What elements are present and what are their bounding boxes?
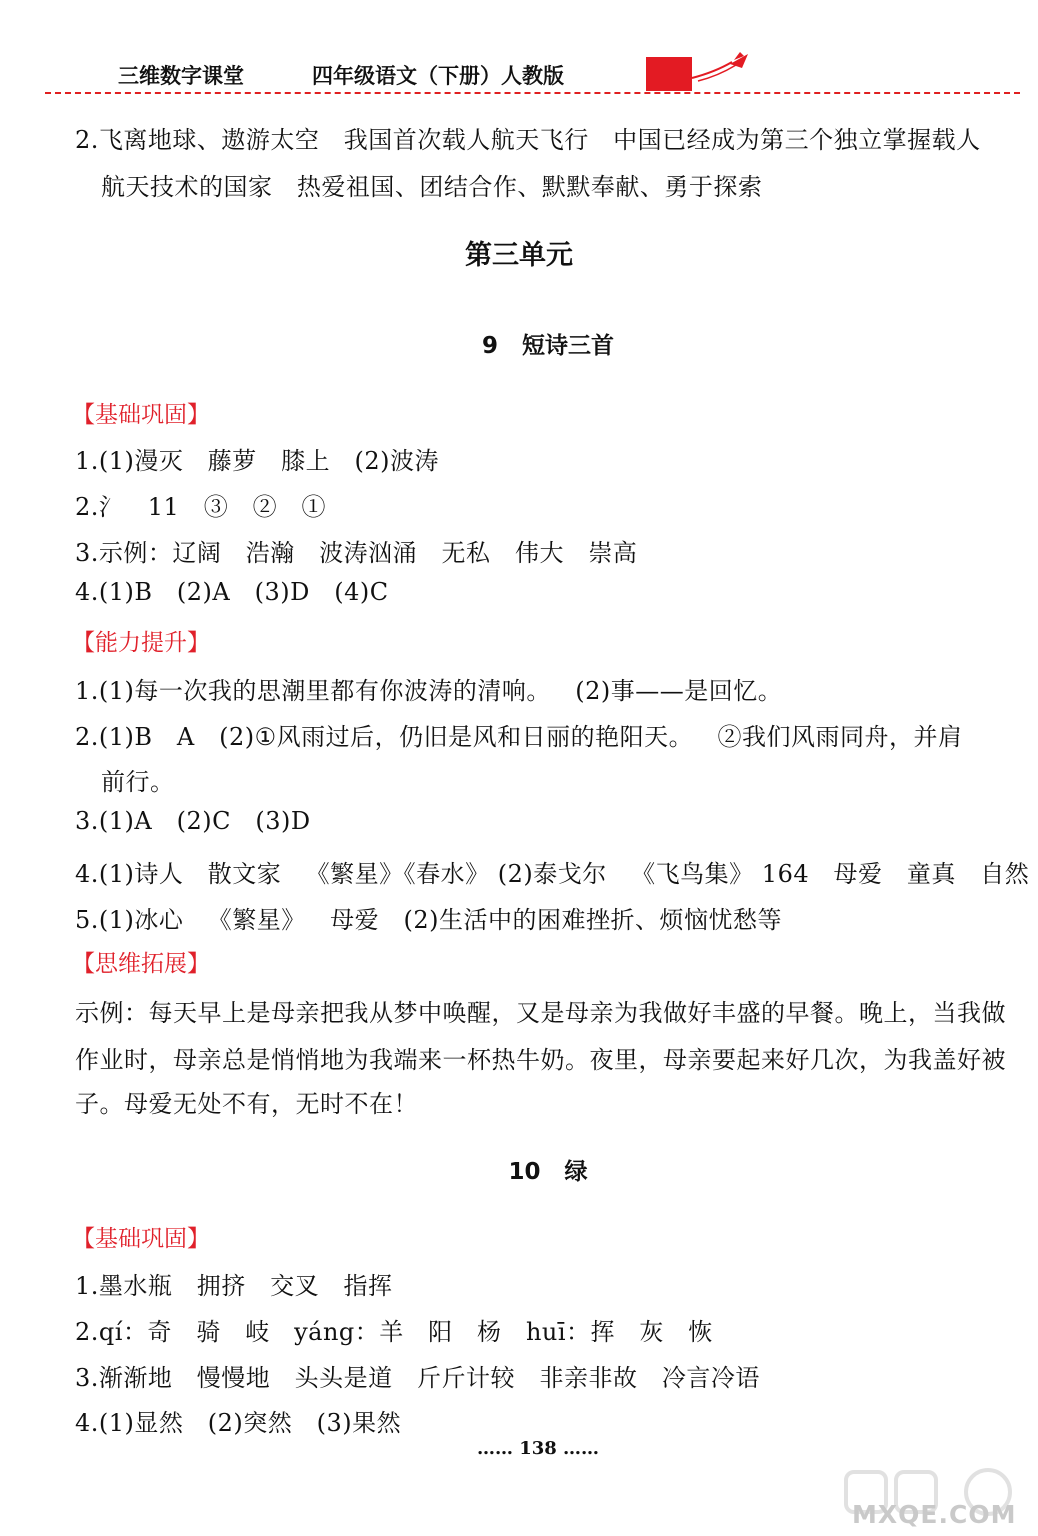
- answer-line: 3.渐渐地 慢慢地 头头是道 斤斤计较 非亲非故 冷言冷语: [75, 1364, 760, 1392]
- answer-line: 5.(1)冰心 《繁星》 母爱 (2)生活中的困难挫折、烦恼忧愁等: [75, 906, 783, 934]
- answer-line: 4.(1)显然 (2)突然 (3)果然: [75, 1409, 402, 1437]
- answer-line: 示例：每天早上是母亲把我从梦中唤醒，又是母亲为我做好丰盛的早餐。晚上，当我做: [75, 999, 1006, 1027]
- page-number: …… 138 ……: [476, 1438, 600, 1459]
- answer-line: 4.(1)B (2)A (3)D (4)C: [75, 578, 389, 606]
- answer-line: 1.(1)漫灭 藤萝 膝上 (2)波涛: [75, 447, 440, 475]
- unit-title: 第三单元: [465, 240, 573, 271]
- answer-line: 3.示例：辽阔 浩瀚 波涛汹涌 无私 伟大 崇高: [75, 539, 638, 567]
- section-label-thinking: 【思维拓展】: [72, 951, 210, 977]
- answer-line: 子。母爱无处不有，无时不在！: [75, 1090, 418, 1118]
- answer-line: 2.qí：奇 骑 岐 yáng：羊 阳 杨 huī：挥 灰 恢: [75, 1318, 713, 1346]
- section-label-ability: 【能力提升】: [72, 630, 210, 656]
- section-label-basic: 【基础巩固】: [72, 402, 210, 428]
- answer-line: 3.(1)A (2)C (3)D: [75, 807, 311, 835]
- watermark-url: MXQE.COM: [852, 1500, 1017, 1529]
- header-red-block: [646, 57, 692, 91]
- page-header: [0, 0, 1038, 100]
- book-title: 四年级语文（下册）人教版: [312, 64, 564, 88]
- lesson-title: 10 绿: [508, 1159, 588, 1185]
- series-title: 三维数字课堂: [118, 64, 244, 88]
- rocket-icon: [690, 50, 752, 84]
- answer-line: 2.氵 11 ③ ② ①: [75, 493, 326, 521]
- lesson-title: 9 短诗三首: [481, 333, 615, 359]
- answer-line: 1.(1)每一次我的思潮里都有你波涛的清响。 (2)事——是回忆。: [75, 677, 783, 705]
- answer-line: 航天技术的国家 热爱祖国、团结合作、默默奉献、勇于探索: [101, 173, 763, 201]
- section-label-basic: 【基础巩固】: [72, 1226, 210, 1252]
- answer-line: 1.墨水瓶 拥挤 交叉 指挥: [75, 1272, 393, 1300]
- answer-line: 前行。: [101, 768, 175, 796]
- answer-line: 作业时，母亲总是悄悄地为我端来一杯热牛奶。夜里，母亲要起来好几次，为我盖好被: [75, 1046, 1006, 1074]
- answer-line: 4.(1)诗人 散文家 《繁星》《春水》 (2)泰戈尔 《飞鸟集》 164 母爱 童真 自然: [75, 860, 1030, 888]
- answer-line: 2.(1)B A (2)①风雨过后，仍旧是风和日丽的艳阳天。 ②我们风雨同舟，并肩: [75, 723, 963, 751]
- answer-line: 2.飞离地球、遨游太空 我国首次载人航天飞行 中国已经成为第三个独立掌握载人: [75, 126, 981, 154]
- header-dashed-divider: [45, 92, 1020, 94]
